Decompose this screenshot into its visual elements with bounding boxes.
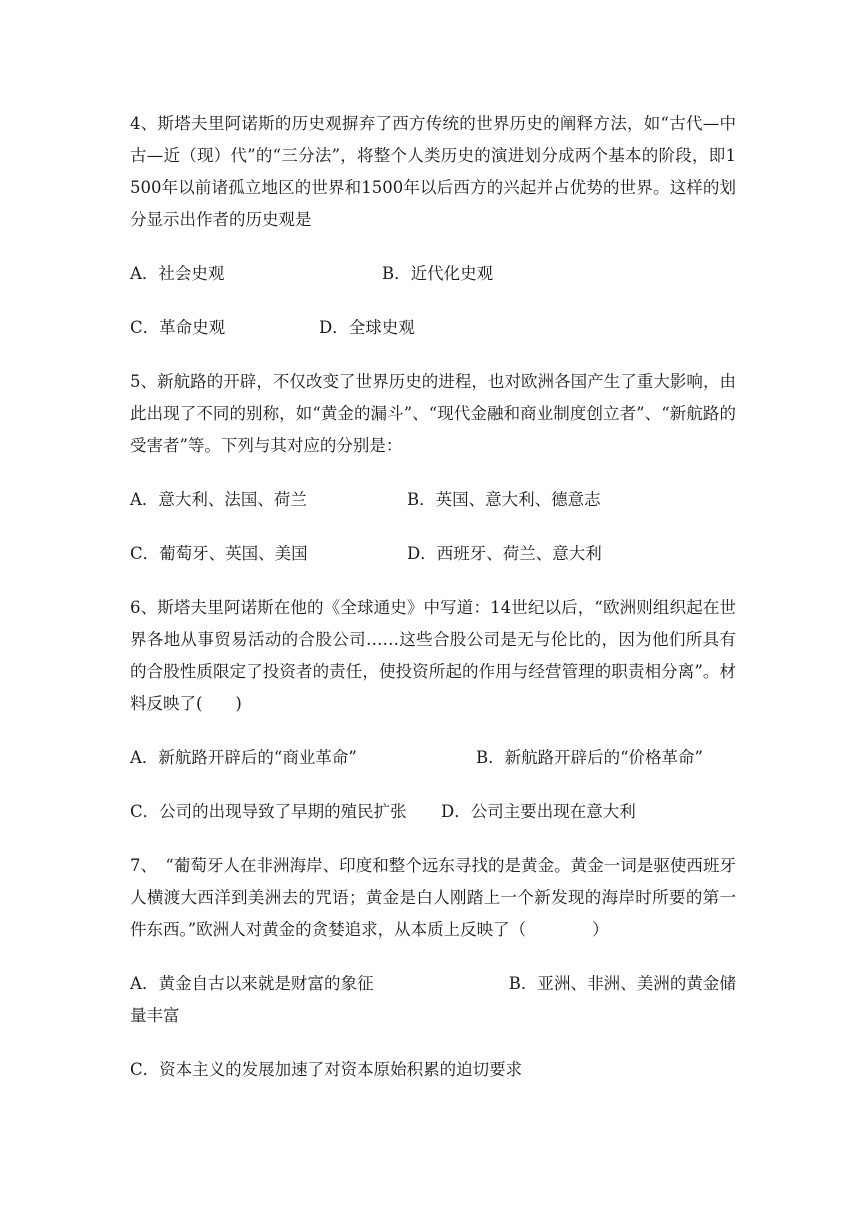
question-6 [130, 592, 736, 828]
question-7-option-b: B．亚洲、非洲、美洲的黄金储量丰富 [130, 974, 736, 1025]
question-5-options-row-2 [130, 538, 736, 570]
question-6-option-b: B．新航路开辟后的“价格革命” [476, 748, 703, 767]
question-7 [130, 850, 736, 1086]
question-6-stem: 6、斯塔夫里阿诺斯在他的《全球通史》中写道：14世纪以后，“欧洲则组织起在世界各地从事贸易活动的合股公司……这些合股公司是无与伦比的，因为他们所具有的合股性质限定了投资者的责任，使投资所起的作用与经营管理的职责相分离”。材料反映了( ) [130, 598, 736, 713]
question-4-option-a: A．社会史观 [130, 264, 225, 283]
question-6-options-row-1 [130, 742, 736, 774]
question-7-stem: 7、 “葡萄牙人在非洲海岸、印度和整个远东寻找的是黄金。黄金一词是驱使西班牙人横渡大西洋到美洲去的咒语；黄金是白人刚踏上一个新发现的海岸时所要的第一件东西。”欧洲人对黄金的贪婪追求，从本质上反映了（ ） [130, 856, 736, 939]
question-4 [130, 108, 736, 344]
question-5-option-b: B．英国、意大利、德意志 [407, 490, 601, 509]
question-5-option-a: A．意大利、法国、荷兰 [130, 490, 307, 509]
question-4-options-row-2 [130, 312, 736, 344]
question-5 [130, 366, 736, 570]
question-6-option-a: A．新航路开辟后的“商业革命” [130, 748, 357, 767]
question-5-stem: 5、新航路的开辟，不仅改变了世界历史的进程，也对欧洲各国产生了重大影响，由此出现了不同的别称，如“黄金的漏斗”、“现代金融和商业制度创立者”、“新航路的受害者”等。下列与其对应的分别是： [130, 372, 736, 455]
question-5-option-d: D．西班牙、荷兰、意大利 [407, 544, 602, 563]
question-4-options-row-1 [130, 258, 736, 290]
question-7-options-row-c [130, 1054, 736, 1086]
question-4-option-c: C．革命史观 [130, 318, 226, 337]
question-7-option-a: A．黄金自古以来就是财富的象征 [130, 974, 374, 993]
question-7-option-c: C．资本主义的发展加速了对资本原始积累的迫切要求 [130, 1060, 523, 1079]
question-5-options-row-1 [130, 484, 736, 516]
document-page [130, 108, 736, 1086]
question-6-options-row-2 [130, 796, 736, 828]
question-6-option-d: D．公司主要出现在意大利 [441, 802, 636, 821]
question-4-stem: 4、斯塔夫里阿诺斯的历史观摒弃了西方传统的世界历史的阐释方法，如“古代—中古—近（现）代”的“三分法”，将整个人类历史的演进划分成两个基本的阶段，即1500年以前诸孤立地区的世界和1500年以后西方的兴起并占优势的世界。这样的划分显示出作者的历史观是 [130, 114, 736, 229]
question-4-option-b: B．近代化史观 [382, 264, 494, 283]
question-7-options-ab [130, 968, 736, 1032]
question-4-option-d: D．全球史观 [319, 318, 415, 337]
question-5-option-c: C．葡萄牙、英国、美国 [130, 544, 308, 563]
question-6-option-c: C．公司的出现导致了早期的殖民扩张 [130, 802, 407, 821]
